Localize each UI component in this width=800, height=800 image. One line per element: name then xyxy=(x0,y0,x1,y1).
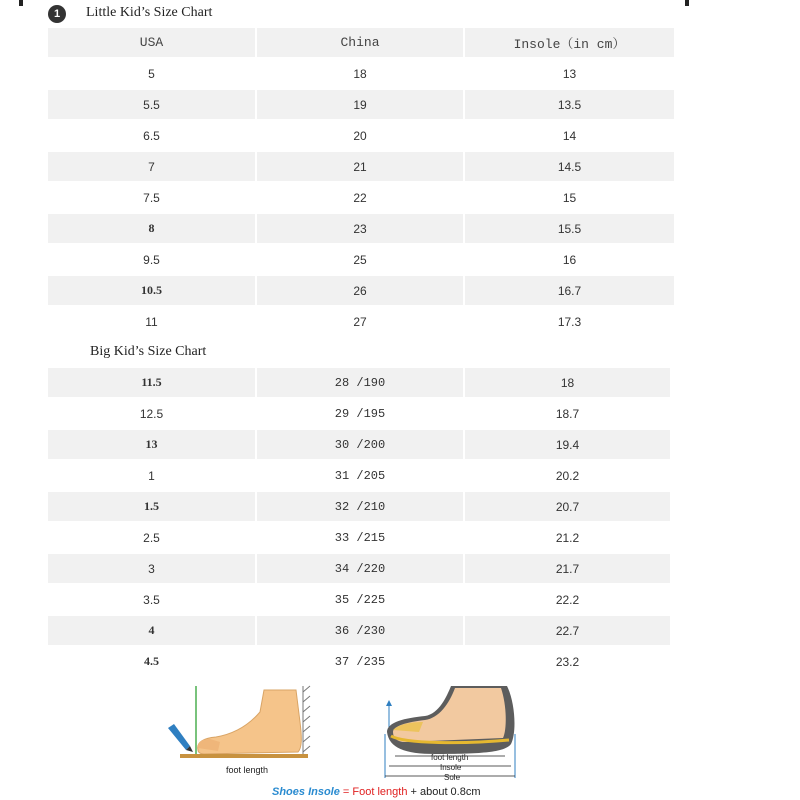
usa-cell: 3.5 xyxy=(48,585,255,616)
table-row xyxy=(48,214,674,245)
usa-cell: 1.5 xyxy=(48,492,255,523)
ruler-bar xyxy=(180,754,308,758)
china-cell: 37 /235 xyxy=(257,647,463,678)
china-cell: 35 /225 xyxy=(257,585,463,616)
usa-cell: 10.5 xyxy=(48,276,255,307)
insole-label: Insole xyxy=(440,763,462,772)
china-cell: 30 /200 xyxy=(257,430,463,461)
usa-cell: 8 xyxy=(48,214,255,245)
header-usa: USA xyxy=(48,28,255,59)
china-cell: 27 xyxy=(257,307,463,338)
insole-cell: 23.2 xyxy=(465,647,670,678)
china-cell: 33 /215 xyxy=(257,523,463,554)
usa-cell: 6.5 xyxy=(48,121,255,152)
usa-cell: 9.5 xyxy=(48,245,255,276)
insole-cell: 20.2 xyxy=(465,461,670,492)
insole-cell: 21.2 xyxy=(465,523,670,554)
table-row xyxy=(48,183,674,214)
table-row xyxy=(48,276,674,307)
usa-cell: 4 xyxy=(48,616,255,647)
china-cell: 20 xyxy=(257,121,463,152)
page-edge-mark-left xyxy=(19,0,23,6)
table-row xyxy=(48,121,674,152)
table-row xyxy=(48,90,674,121)
table-row xyxy=(48,368,670,399)
china-cell: 25 xyxy=(257,245,463,276)
china-cell: 22 xyxy=(257,183,463,214)
table-row xyxy=(48,492,670,523)
insole-cell: 19.4 xyxy=(465,430,670,461)
insole-cell: 18 xyxy=(465,368,670,399)
china-cell: 23 xyxy=(257,214,463,245)
china-cell: 32 /210 xyxy=(257,492,463,523)
header-china: China xyxy=(257,28,463,59)
table-header-row xyxy=(48,28,674,59)
insole-cell: 16 xyxy=(465,245,674,276)
insole-cell: 22.7 xyxy=(465,616,670,647)
china-cell: 28 /190 xyxy=(257,368,463,399)
caption-shoes-insole: Shoes Insole xyxy=(272,786,340,798)
page-edge-mark-right xyxy=(685,0,689,6)
insole-cell: 13.5 xyxy=(465,90,674,121)
insole-cell: 20.7 xyxy=(465,492,670,523)
table-row xyxy=(48,307,674,338)
table-row xyxy=(48,152,674,183)
china-cell: 21 xyxy=(257,152,463,183)
china-cell: 19 xyxy=(257,90,463,121)
insole-formula-caption xyxy=(272,786,481,798)
usa-cell: 13 xyxy=(48,430,255,461)
foot-length-label: foot length xyxy=(226,765,269,775)
section-number-badge: 1 xyxy=(48,5,66,23)
shoe-insole-diagram xyxy=(375,682,525,782)
little-kid-size-table xyxy=(46,28,676,338)
insole-cell: 14.5 xyxy=(465,152,674,183)
insole-cell: 22.2 xyxy=(465,585,670,616)
insole-cell: 16.7 xyxy=(465,276,674,307)
table-row xyxy=(48,616,670,647)
wall-hatch xyxy=(303,686,310,754)
foot-length-label: foot length xyxy=(431,753,469,762)
foot-measure-diagram xyxy=(160,682,325,780)
usa-cell: 7 xyxy=(48,152,255,183)
usa-cell: 11 xyxy=(48,307,255,338)
china-cell: 18 xyxy=(257,59,463,90)
table-row xyxy=(48,430,670,461)
china-cell: 36 /230 xyxy=(257,616,463,647)
usa-cell: 2.5 xyxy=(48,523,255,554)
usa-cell: 5.5 xyxy=(48,90,255,121)
header-insole: Insole（in cm） xyxy=(465,28,674,59)
table-row xyxy=(48,59,674,90)
usa-cell: 12.5 xyxy=(48,399,255,430)
china-cell: 29 /195 xyxy=(257,399,463,430)
usa-cell: 7.5 xyxy=(48,183,255,214)
insole-cell: 13 xyxy=(465,59,674,90)
china-cell: 26 xyxy=(257,276,463,307)
china-cell: 31 /205 xyxy=(257,461,463,492)
insole-cell: 15.5 xyxy=(465,214,674,245)
china-cell: 34 /220 xyxy=(257,554,463,585)
table-row xyxy=(48,647,670,678)
up-arrow-head xyxy=(386,700,392,706)
table-row xyxy=(48,461,670,492)
usa-cell: 5 xyxy=(48,59,255,90)
table-row xyxy=(48,399,670,430)
insole-cell: 15 xyxy=(465,183,674,214)
usa-cell: 11.5 xyxy=(48,368,255,399)
table-row xyxy=(48,554,670,585)
table-row xyxy=(48,245,674,276)
big-kid-size-table xyxy=(46,368,672,678)
insole-cell: 21.7 xyxy=(465,554,670,585)
big-kid-chart-title: Big Kid’s Size Chart xyxy=(90,344,207,359)
pencil-icon xyxy=(168,724,190,750)
table-row xyxy=(48,523,670,554)
sole-label: Sole xyxy=(444,773,461,782)
insole-cell: 14 xyxy=(465,121,674,152)
usa-cell: 4.5 xyxy=(48,647,255,678)
little-kid-chart-title: Little Kid’s Size Chart xyxy=(86,5,213,20)
caption-about: + about 0.8cm xyxy=(407,786,481,798)
usa-cell: 1 xyxy=(48,461,255,492)
insole-cell: 17.3 xyxy=(465,307,674,338)
usa-cell: 3 xyxy=(48,554,255,585)
table-row xyxy=(48,585,670,616)
insole-cell: 18.7 xyxy=(465,399,670,430)
caption-foot-length: = Foot length xyxy=(339,786,408,798)
